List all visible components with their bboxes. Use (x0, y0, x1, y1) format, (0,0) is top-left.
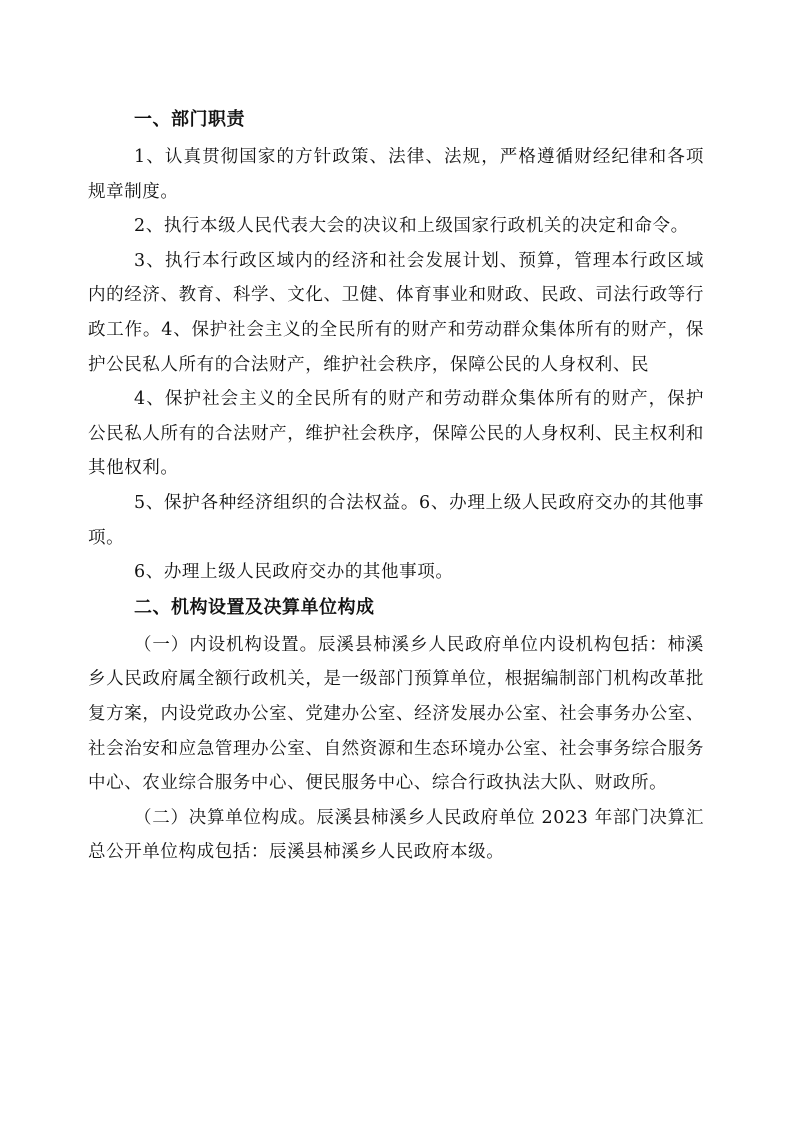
paragraph: （一）内设机构设置。辰溪县柿溪乡人民政府单位内设机构包括：柿溪乡人民政府属全额行政机关，是一级部门预算单位，根据编制部门机构改革批复方案，内设党政办公室、党建办公室、经济发展办公室、社会事务办公室、社会治安和应急管理办公室、自然资源和生态环境办公室、社会事务综合服务中心、农业综合服务中心、便民服务中心、综合行政执法大队、财政所。 (88, 634, 704, 794)
paragraph: （二）决算单位构成。辰溪县柿溪乡人民政府单位 2023 年部门决算汇总公开单位构成包括：辰溪县柿溪乡人民政府本级。 (88, 807, 704, 863)
document-page (88, 104, 704, 870)
section-heading-responsibilities: 一、部门职责 (134, 109, 245, 130)
paragraph: 4、保护社会主义的全民所有的财产和劳动群众集体所有的财产，保护公民私人所有的合法财产，维护社会秩序，保障公民的人身权利、民主权利和其他权利。 (88, 389, 704, 479)
paragraph: 2、执行本级人民代表大会的决议和上级国家行政机关的决定和命令。 (134, 216, 689, 237)
paragraph: 6、办理上级人民政府交办的其他事项。 (134, 562, 454, 583)
paragraph: 5、保护各种经济组织的合法权益。6、办理上级人民政府交办的其他事项。 (88, 492, 704, 548)
paragraph: 1、认真贯彻国家的方针政策、法律、法规，严格遵循财经纪律和各项规章制度。 (88, 147, 704, 202)
section-heading-organization: 二、机构设置及决算单位构成 (134, 596, 375, 618)
paragraph: 3、执行本行政区域内的经济和社会发展计划、预算，管理本行政区域内的经济、教育、科学、文化、卫健、体育事业和财政、民政、司法行政等行政工作。4、保护社会主义的全民所有的财产和劳动群众集体所有的财产，保护公民私人所有的合法财产，维护社会秩序，保障公民的人身权利、民 (88, 250, 704, 375)
